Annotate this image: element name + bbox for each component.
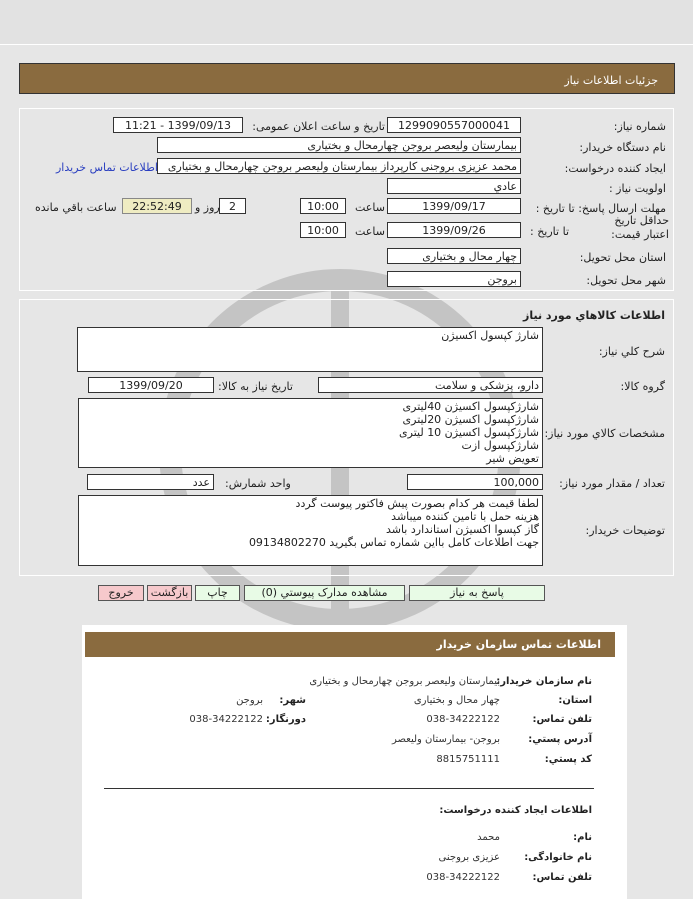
address-label: آدرس پستي: — [528, 734, 592, 745]
announce-label: تاریخ و ساعت اعلان عمومی: — [252, 120, 385, 133]
reply-button[interactable]: پاسخ به نیاز — [409, 585, 545, 601]
spec-line: شارژکپسول اکسیژن 20لیتری — [402, 413, 539, 426]
spec-line: تعویض شیر — [486, 452, 539, 465]
top-bar — [0, 0, 693, 45]
province-value: چهار محال و بختیاری — [413, 695, 500, 706]
deadline-label: مهلت ارسال پاسخ: تا تاریخ : — [535, 202, 666, 215]
buyer-contact-link[interactable]: اطلاعات تماس خریدار — [56, 161, 158, 174]
org-label: نام سازمان خریدار: — [496, 676, 592, 687]
days-field: 2 — [219, 198, 246, 214]
province-label: استان: — [558, 695, 592, 706]
print-button[interactable]: چاپ — [195, 585, 240, 601]
province-field: چهار محال و بختیاری — [387, 248, 521, 264]
city-value: بروجن — [236, 695, 263, 706]
postal-value: 8815751111 — [436, 754, 500, 765]
validity-time-field: 10:00 — [300, 222, 346, 238]
spec-line: شارژکپسول اکسیژن 10 لیتری — [399, 426, 539, 439]
desc-label: شرح کلي نياز: — [598, 345, 665, 358]
note-line: جهت اطلاعات کامل بااین شماره تماس بگیرید 09134802270 — [248, 536, 539, 549]
group-label: گروه کالا: — [620, 380, 665, 393]
contact-header — [85, 632, 615, 657]
group-field: دارو، پزشکی و سلامت — [318, 377, 543, 393]
priority-field: عادي — [387, 178, 521, 194]
deadline-time-label: ساعت — [355, 201, 385, 214]
phone-value: 038-34222122 — [426, 714, 500, 725]
validity-to-label: تا تاریخ : — [530, 225, 569, 238]
creator-title: اطلاعات ایجاد کننده درخواست: — [439, 805, 592, 816]
creator-label: ایجاد کننده درخواست: — [564, 162, 666, 175]
buyer-org-field: بیمارستان ولیعصر بروجن چهارمحال و بختیاری — [157, 137, 521, 153]
validity-label: حداقل تاریخ اعتبار قیمت: — [611, 214, 669, 241]
deadline-date-field: 1399/09/17 — [387, 198, 521, 214]
address-value: بروجن- بیمارستان ولیعصر — [391, 734, 500, 745]
fax-label: دورنگار: — [265, 714, 306, 725]
family-label: نام خانوادگی: — [524, 852, 592, 863]
notes-textarea[interactable] — [78, 495, 543, 566]
spec-line: شارژکپسول ازت — [461, 439, 539, 452]
city-label: شهر محل تحویل: — [586, 274, 666, 287]
page-header — [19, 63, 675, 94]
note-line: لطفا قیمت هر کدام بصورت پیش فاکتور پیوست گردد — [295, 497, 539, 510]
specs-textarea[interactable] — [78, 398, 543, 468]
notes-label: توضیحات خریدار: — [585, 524, 665, 537]
name-value: محمد — [477, 832, 500, 843]
buyer-org-label: نام دستگاه خریدار: — [579, 141, 666, 154]
announce-field: 1399/09/13 - 11:21 — [113, 117, 243, 133]
unit-field: عدد — [87, 474, 214, 490]
exit-button[interactable]: خروج — [98, 585, 144, 601]
attachments-button[interactable]: مشاهده مدارک پیوستي (0) — [244, 585, 405, 601]
creator-phone-value: 038-34222122 — [426, 872, 500, 883]
specs-label: مشخصات کالاي مورد نياز: — [544, 427, 665, 440]
spec-line: شارژکپسول اکسیژن 40لیتری — [402, 400, 539, 413]
city-label: شهر: — [279, 695, 306, 706]
fax-value: 038-34222122 — [189, 714, 263, 725]
unit-label: واحد شمارش: — [225, 477, 291, 490]
name-label: نام: — [573, 832, 592, 843]
org-value: بیمارستان ولیعصر بروجن چهارمحال و بختیاری — [309, 676, 500, 687]
creator-phone-label: تلفن تماس: — [532, 872, 592, 883]
divider — [104, 788, 594, 789]
days-label: روز و — [195, 201, 220, 214]
need-date-field: 1399/09/20 — [88, 377, 214, 393]
need-date-label: تاریخ نیاز به کالا: — [218, 380, 293, 393]
deadline-time-field: 10:00 — [300, 198, 346, 214]
contact-title: اطلاعات تماس سازمان خریدار — [436, 638, 601, 651]
postal-label: کد پستي: — [544, 754, 592, 765]
remaining-label: ساعت باقي مانده — [35, 201, 117, 214]
note-line: گاز کپسوا اکسیژن استاندارد باشد — [385, 523, 539, 536]
validity-time-label: ساعت — [355, 225, 385, 238]
family-value: عزیزی بروجنی — [438, 852, 500, 863]
phone-label: تلفن تماس: — [532, 714, 592, 725]
city-field: بروجن — [387, 271, 521, 287]
creator-field: محمد عزیزی بروجنی کارپرداز بیمارستان ولیعصر بروجن چهارمحال و بختیاری — [157, 158, 521, 174]
province-label: استان محل تحویل: — [579, 251, 666, 264]
qty-label: تعداد / مقدار مورد نیاز: — [559, 477, 665, 490]
need-number-field: 1299090557000041 — [387, 117, 521, 133]
validity-date-field: 1399/09/26 — [387, 222, 521, 238]
back-button[interactable]: بازگشت — [147, 585, 192, 601]
need-info-panel — [19, 108, 674, 291]
countdown-field: 22:52:49 — [122, 198, 192, 214]
desc-textarea[interactable]: شارژ کپسول اکسیژن — [77, 327, 543, 372]
goods-title: اطلاعات کالاهاي مورد نياز — [523, 309, 665, 322]
note-line: هزینه حمل با تامین کننده میباشد — [391, 510, 539, 523]
need-number-label: شماره نیاز: — [613, 120, 666, 133]
qty-field: 100,000 — [407, 474, 543, 490]
page-title: جزئیات اطلاعات نیاز — [564, 74, 658, 87]
priority-label: اولویت نیاز : — [608, 182, 666, 195]
